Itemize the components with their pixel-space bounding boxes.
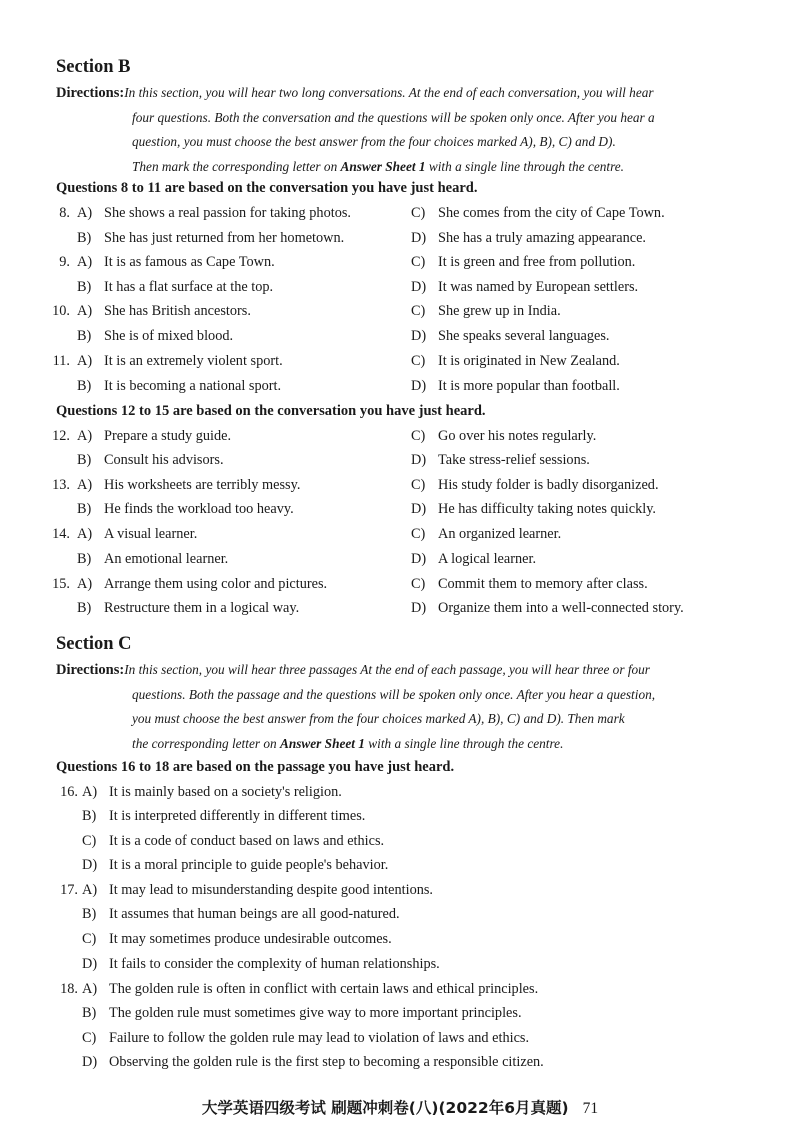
directions-line: questions. Both the passage and the questions will be spoken only once. After you hear a question, xyxy=(132,686,656,702)
option-c[interactable]: C) His study folder is badly disorganized. xyxy=(411,477,659,493)
directions-line: In this section, you will hear three passages At the end of each passage, you will hear three or four xyxy=(124,662,650,677)
option-c[interactable]: C) It is a code of conduct based on laws and ethics. xyxy=(82,833,385,849)
question-number: 18. xyxy=(60,981,78,997)
question-number: 13. xyxy=(52,477,70,493)
page-footer xyxy=(0,1096,800,1118)
question-number: 14. xyxy=(52,526,70,542)
question-row xyxy=(0,328,800,352)
question-number: 8. xyxy=(59,205,70,221)
page-number: 71 xyxy=(582,1100,599,1117)
option-c[interactable]: C) She grew up in India. xyxy=(411,303,561,319)
directions-line: the corresponding letter on Answer Sheet 1 with a single line through the centre. xyxy=(132,735,564,751)
option-b[interactable]: B) It is interpreted differently in different times. xyxy=(82,808,366,824)
footer-title: 大学英语四级考试 刷题冲刺卷(八)(2022年6月真题) xyxy=(201,1099,569,1117)
option-a[interactable]: A) Prepare a study guide. xyxy=(77,428,232,444)
question-row xyxy=(0,526,800,550)
option-a[interactable]: A) She has British ancestors. xyxy=(77,303,251,319)
question-number: 10. xyxy=(52,303,70,319)
option-a[interactable]: A) It is an extremely violent sport. xyxy=(77,353,283,369)
question-row xyxy=(0,1054,800,1078)
section-b-directions xyxy=(56,81,756,179)
question-row xyxy=(0,303,800,327)
section-b-title: Section B xyxy=(56,57,131,77)
question-number: 15. xyxy=(52,576,70,592)
option-d[interactable]: D) She has a truly amazing appearance. xyxy=(411,230,647,246)
directions-label: Directions: xyxy=(56,85,125,101)
option-c[interactable]: C) An organized learner. xyxy=(411,526,562,542)
directions-line: question, you must choose the best answer from the four choices marked A), B), C) and D). xyxy=(132,134,616,150)
option-d[interactable]: D) He has difficulty taking notes quickly. xyxy=(411,501,656,517)
option-b[interactable]: B) Consult his advisors. xyxy=(77,452,224,468)
option-a[interactable]: A) A visual learner. xyxy=(77,526,198,542)
directions-line: you must choose the best answer from the four choices marked A), B), C) and D). Then mark xyxy=(132,711,625,727)
option-c[interactable]: C) Go over his notes regularly. xyxy=(411,428,597,444)
question-row xyxy=(0,254,800,278)
option-b[interactable]: B) Restructure them in a logical way. xyxy=(77,600,300,616)
option-d[interactable]: D) It fails to consider the complexity of human relationships. xyxy=(82,956,440,972)
question-number: 16. xyxy=(60,784,78,800)
question-row xyxy=(0,230,800,254)
question-row xyxy=(0,956,800,980)
question-row xyxy=(0,808,800,832)
question-group-header: Questions 12 to 15 are based on the conversation you have just heard. xyxy=(56,403,486,419)
question-row xyxy=(0,452,800,476)
question-row xyxy=(0,1030,800,1054)
question-row xyxy=(0,833,800,857)
directions-line: four questions. Both the conversation and the questions will be spoken only once. After you hear a xyxy=(132,109,655,125)
option-d[interactable]: D) Organize them into a well-connected story. xyxy=(411,600,684,616)
section-c-directions xyxy=(56,658,756,756)
question-number: 17. xyxy=(60,882,78,898)
question-row xyxy=(0,477,800,501)
option-a[interactable]: A) His worksheets are terribly messy. xyxy=(77,477,301,493)
question-row xyxy=(0,576,800,600)
question-group-header: Questions 16 to 18 are based on the passage you have just heard. xyxy=(56,759,455,775)
question-row xyxy=(0,1005,800,1029)
question-row xyxy=(0,378,800,402)
option-b[interactable]: B) It has a flat surface at the top. xyxy=(77,279,274,295)
option-a[interactable]: A) It may lead to misunderstanding despite good intentions. xyxy=(82,882,434,898)
option-c[interactable]: C) She comes from the city of Cape Town. xyxy=(411,205,665,221)
option-d[interactable]: D) She speaks several languages. xyxy=(411,328,610,344)
option-d[interactable]: D) It was named by European settlers. xyxy=(411,279,639,295)
directions-line: In this section, you will hear two long conversations. At the end of each conversation, you will hear xyxy=(124,85,654,100)
question-number: 9. xyxy=(59,254,70,270)
option-c[interactable]: C) It is green and free from pollution. xyxy=(411,254,636,270)
answer-sheet-ref: Answer Sheet 1 xyxy=(340,158,426,174)
question-number: 11. xyxy=(52,353,70,369)
option-a[interactable]: A) The golden rule is often in conflict with certain laws and ethical principles. xyxy=(82,981,539,997)
option-d[interactable]: D) Observing the golden rule is the first step to becoming a responsible citizen. xyxy=(82,1054,544,1070)
question-row xyxy=(0,600,800,624)
option-c[interactable]: C) Commit them to memory after class. xyxy=(411,576,648,592)
answer-sheet-ref: Answer Sheet 1 xyxy=(279,735,365,751)
option-c[interactable]: C) It is originated in New Zealand. xyxy=(411,353,620,369)
question-row xyxy=(0,882,800,906)
question-row xyxy=(0,501,800,525)
question-row xyxy=(0,906,800,930)
option-c[interactable]: C) It may sometimes produce undesirable outcomes. xyxy=(82,931,392,947)
option-b[interactable]: B) An emotional learner. xyxy=(77,551,229,567)
question-row xyxy=(0,784,800,808)
option-d[interactable]: D) It is a moral principle to guide people's behavior. xyxy=(82,857,389,873)
option-b[interactable]: B) She is of mixed blood. xyxy=(77,328,234,344)
directions-label: Directions: xyxy=(56,662,125,678)
question-row xyxy=(0,931,800,955)
option-a[interactable]: A) Arrange them using color and pictures. xyxy=(77,576,328,592)
option-c[interactable]: C) Failure to follow the golden rule may lead to violation of laws and ethics. xyxy=(82,1030,530,1046)
question-row xyxy=(0,428,800,452)
option-a[interactable]: A) It is mainly based on a society's religion. xyxy=(82,784,342,800)
option-a[interactable]: A) She shows a real passion for taking photos. xyxy=(77,205,351,221)
question-group-header: Questions 8 to 11 are based on the conversation you have just heard. xyxy=(56,180,478,196)
question-row xyxy=(0,551,800,575)
question-row xyxy=(0,981,800,1005)
question-number: 12. xyxy=(52,428,70,444)
section-c-title: Section C xyxy=(56,634,132,654)
directions-line: Then mark the corresponding letter on Answer Sheet 1 with a single line through the centre. xyxy=(132,158,624,174)
question-row xyxy=(0,353,800,377)
option-d[interactable]: D) A logical learner. xyxy=(411,551,537,567)
option-b[interactable]: B) It is becoming a national sport. xyxy=(77,378,282,394)
question-row xyxy=(0,205,800,229)
question-row xyxy=(0,857,800,881)
option-b[interactable]: B) It assumes that human beings are all good-natured. xyxy=(82,906,400,922)
option-b[interactable]: B) The golden rule must sometimes give way to more important principles. xyxy=(82,1005,522,1021)
option-a[interactable]: A) It is as famous as Cape Town. xyxy=(77,254,275,270)
option-b[interactable]: B) He finds the workload too heavy. xyxy=(77,501,294,517)
option-d[interactable]: D) Take stress-relief sessions. xyxy=(411,452,590,468)
option-b[interactable]: B) She has just returned from her hometown. xyxy=(77,230,345,246)
question-row xyxy=(0,279,800,303)
option-d[interactable]: D) It is more popular than football. xyxy=(411,378,620,394)
